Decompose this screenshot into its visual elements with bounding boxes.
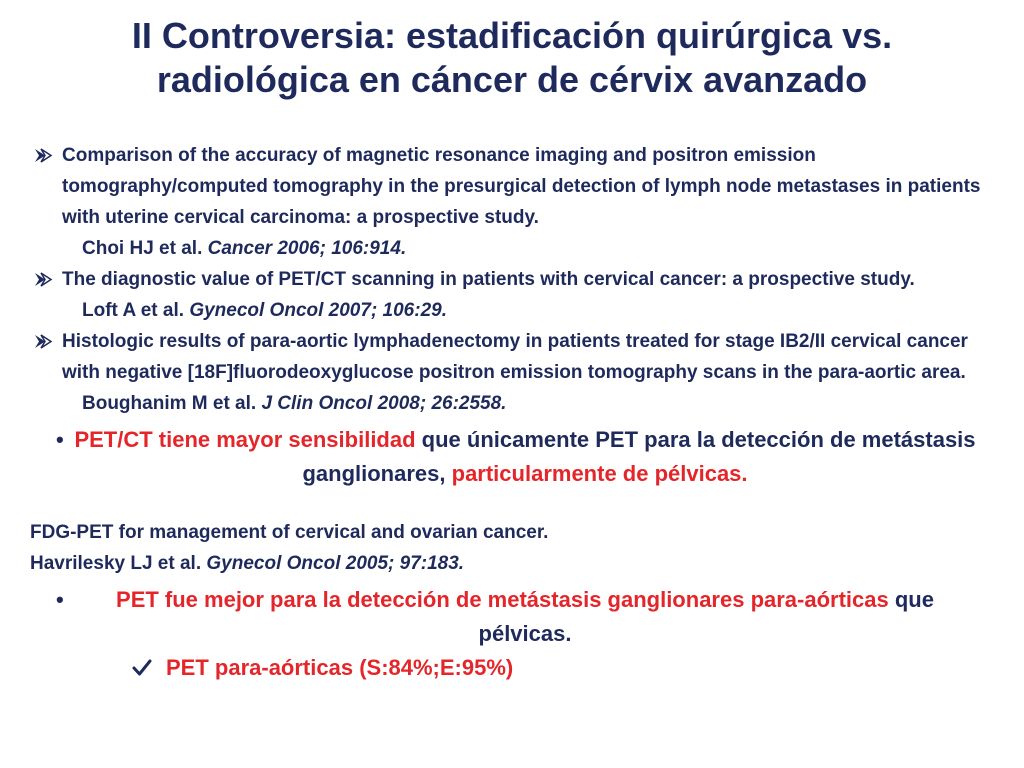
havrilesky-reference xyxy=(30,548,990,579)
arrow-bullet-icon xyxy=(32,140,56,171)
spacer xyxy=(30,491,990,517)
slide-title xyxy=(20,14,1004,102)
conclusion-text: que pélvicas. xyxy=(478,587,934,646)
reference-authors: Choi HJ et al. xyxy=(82,238,208,259)
study-text: Histologic results of para-aortic lymphadenectomy in patients treated for stage IB2/II cervical cancer with negative [18F]fluorodeoxyglucose positron emission tomography scans in the para-aortic area. xyxy=(62,331,968,383)
study-text: The diagnostic value of PET/CT scanning in patients with cervical cancer: a prospective study. xyxy=(62,269,915,290)
checkpoint-item xyxy=(30,651,990,685)
conclusion-para-aortic xyxy=(30,583,990,651)
bullet-dot: • xyxy=(56,587,64,612)
reference-journal: J Clin Oncol 2008; 26:2558. xyxy=(261,393,507,414)
checkpoint-text: PET para-aórticas (S:84%;E:95%) xyxy=(166,655,514,680)
reference-authors: Boughanim M et al. xyxy=(82,393,262,414)
study-text: Comparison of the accuracy of magnetic resonance imaging and positron emission tomography/computed tomography in the presurgical detection of lymph node metastases in patients with uterine cervical carcinoma: a prospective study. xyxy=(62,145,981,228)
bullet-list xyxy=(30,140,990,685)
title-line-1: II Controversia: estadificación quirúrgica vs. xyxy=(131,15,893,56)
arrow-bullet-icon xyxy=(32,264,56,295)
checkmark-icon xyxy=(132,659,152,677)
study-item xyxy=(30,264,990,295)
reference-journal: Gynecol Oncol 2007; 106:29. xyxy=(189,300,447,321)
study-reference xyxy=(30,233,990,264)
conclusion-text: que únicamente PET para la detección de metástasis ganglionares, xyxy=(302,427,976,486)
highlight-text: particularmente de pélvicas. xyxy=(451,461,748,486)
reference-journal: Cancer 2006; 106:914. xyxy=(207,238,407,259)
reference-authors: Loft A et al. xyxy=(82,300,190,321)
title-line-2: radiológica en cáncer de cérvix avanzado xyxy=(156,59,868,100)
study-reference xyxy=(30,388,990,419)
highlight-text: PET fue mejor para la detección de metástasis ganglionares para-aórticas xyxy=(116,587,889,612)
highlight-text: PET/CT tiene mayor sensibilidad xyxy=(74,427,416,452)
havrilesky-title: FDG-PET for management of cervical and ovarian cancer. xyxy=(30,522,549,543)
bullet-dot: • xyxy=(56,427,64,452)
conclusion-pet-ct xyxy=(30,423,990,491)
study-item xyxy=(30,140,990,233)
study-reference xyxy=(30,295,990,326)
arrow-bullet-icon xyxy=(32,326,56,357)
study-item xyxy=(30,326,990,388)
reference-authors: Havrilesky LJ et al. xyxy=(30,553,207,574)
reference-journal: Gynecol Oncol 2005; 97:183. xyxy=(206,553,465,574)
